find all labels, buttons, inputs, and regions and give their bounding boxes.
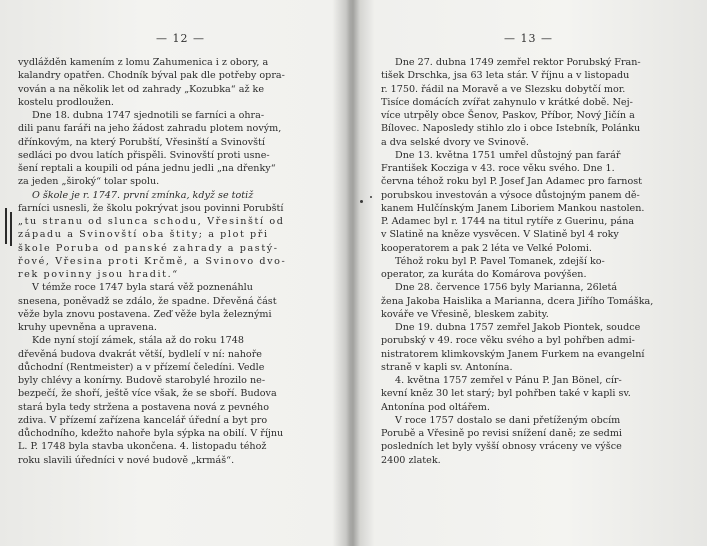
text-line: kruhy upevněna a upravena. bbox=[18, 322, 157, 333]
text-line: rek povinny jsou hradit.“ bbox=[18, 269, 179, 280]
text-line: Dne 18. dubna 1747 sjednotili se farníci a ohra- bbox=[32, 110, 265, 121]
text-line: roku slavili úředníci v nové budově „krmáš“. bbox=[18, 454, 235, 466]
text-line: Antonína pod oltářem. bbox=[381, 401, 490, 413]
text-line: sedláci po dvou latích přispěli. Svinovští proti usne- bbox=[18, 149, 270, 161]
text-line: důchodní (Rentmeister) a v přízemí čeledíni. Vedle bbox=[18, 361, 265, 373]
text-line: června téhož roku byl P. Josef Jan Adamec pro farnost bbox=[381, 176, 643, 188]
text-line: Porubě a Vřesině po revisi snížení daně; ze sedmi bbox=[381, 428, 622, 439]
pencil-mark-2 bbox=[10, 212, 12, 246]
text-line: Kde nyní stojí zámek, stála až do roku 1748 bbox=[32, 335, 244, 347]
text-line: V témže roce 1747 byla stará věž poznenáhlu bbox=[32, 282, 253, 294]
text-line: V roce 1757 dostalo se dani přetíženým obcím bbox=[395, 414, 621, 426]
text-line: žena Jakoba Haislika a Marianna, dcera Jiřího Tomáška, bbox=[381, 295, 654, 307]
text-line: Dne 28. července 1756 byly Marianna, 26letá bbox=[395, 282, 618, 294]
text-line: snesena, poněvadž se zdálo, že spadne. Dřevěná část bbox=[18, 295, 277, 307]
text-line: Dne 19. dubna 1757 zemřel Jakob Piontek, soudce bbox=[395, 322, 641, 333]
text-line: porubskou investován a výsoce důstojným panem dě- bbox=[381, 189, 640, 201]
text-line: řové, Vřesina proti Krčmě, a Svinovo dvo- bbox=[18, 255, 287, 267]
right-text-column bbox=[381, 56, 683, 467]
text-line: důchodního, kdežto nahoře byla sýpka na obilí. V říjnu bbox=[18, 428, 284, 439]
margin-pencil-marks bbox=[2, 208, 16, 248]
text-line: straně v kapli sv. Antonína. bbox=[381, 361, 513, 373]
scan-speck bbox=[370, 196, 372, 198]
text-line: O škole je r. 1747. první zmínka, když se totiž bbox=[32, 189, 254, 201]
text-line: šení reptali a koupili od pána jednu jedli „na dřenky“ bbox=[18, 163, 276, 174]
text-line: Tisíce domácích zvířat zahynulo v krátké době. Nej- bbox=[381, 96, 633, 108]
text-line: dřevěná budova dvakrát větší, bydlelí v ní: nahoře bbox=[18, 348, 262, 360]
text-line: více utrpěly obce Šenov, Paskov, Příbor, Nový Jičín a bbox=[381, 110, 635, 121]
text-line: kostelu prodloužen. bbox=[18, 96, 114, 108]
text-line: stará byla tedy stržena a postavena nová z pevného bbox=[18, 401, 269, 413]
text-line: tišek Drschka, jsa 63 leta stár. V říjnu a v listopadu bbox=[381, 70, 630, 82]
scan-speck bbox=[360, 200, 363, 203]
text-line: kováře ve Vřesině, bleskem zabity. bbox=[381, 308, 549, 320]
text-line: L. P. 1748 byla stavba ukončena. 4. listopadu téhož bbox=[18, 441, 267, 453]
text-line: věže byla znovu postavena. Zeď věže byla železnými bbox=[18, 308, 272, 320]
text-line: porubský v 49. roce věku svého a byl pohřben admi- bbox=[381, 335, 635, 347]
text-line: kevní kněz 30 let starý; byl pohřben také v kapli sv. bbox=[381, 388, 631, 400]
text-line: vydlážděn kamením z lomu Zahumenica i z obory, a bbox=[18, 57, 269, 68]
text-line: Dne 27. dubna 1749 zemřel rektor Porubský Fran- bbox=[395, 57, 641, 68]
text-line: 2400 zlatek. bbox=[381, 454, 441, 466]
text-line: vován a na několik let od zahrady „Kozubka“ až ke bbox=[18, 83, 265, 95]
text-line: a dva selské dvory ve Svinově. bbox=[381, 136, 529, 148]
text-line: farníci usnesli, že školu pokrývat jsou povinni Porubští bbox=[18, 202, 284, 214]
text-line: byly chlévy a konírny. Budově starobylé hrozilo ne- bbox=[18, 375, 266, 386]
text-line: r. 1750. řádil na Moravě a ve Slezsku dobytčí mor. bbox=[381, 83, 626, 95]
text-line: zdiva. V přízemí zařízena kancelář úřední a byt pro bbox=[18, 414, 268, 426]
text-line: kalandry opatřen. Chodník býval pak dle potřeby opra- bbox=[18, 70, 285, 82]
text-line: kooperatorem a pak 2 léta ve Velké Polomi. bbox=[381, 242, 592, 254]
page-number-right: — 13 — bbox=[504, 32, 553, 45]
right-page bbox=[358, 0, 707, 546]
text-line: v Slatině na kněze vysvěcen. V Slatině byl 4 roky bbox=[381, 229, 619, 241]
text-line: bezpečí, že shoří, ještě více však, že se sboří. Budova bbox=[18, 388, 277, 400]
text-line: Téhož roku byl P. Pavel Tomanek, zdejší ko- bbox=[395, 255, 605, 267]
text-line: kanem Hulčínským Janem Liboriem Mankou nastolen. bbox=[381, 202, 645, 214]
text-line: za jeden „široký“ tolar spolu. bbox=[18, 176, 160, 188]
text-line: dili panu faráři na jeho žádost zahradu plotem novým, bbox=[18, 123, 282, 135]
text-line: nistratorem klimkovským Janem Furkem na evangelní bbox=[381, 348, 645, 360]
text-line: operator, za kuráta do Komárova povýšen. bbox=[381, 269, 587, 280]
text-line: Bílovec. Naposledy stihlo zlo i obce Istebník, Polánku bbox=[381, 123, 641, 135]
text-line: škole Poruba od panské zahrady a pastý- bbox=[18, 242, 279, 254]
pencil-mark-1 bbox=[5, 208, 7, 244]
text-line: Dne 13. května 1751 umřel důstojný pan farář bbox=[395, 149, 621, 161]
left-page bbox=[0, 0, 348, 546]
text-line: západu a Svinovští oba štity; a plot při bbox=[18, 229, 269, 241]
page-number-left: — 12 — bbox=[156, 32, 205, 45]
text-line: „tu stranu od slunca schodu, Vřesinští od bbox=[18, 216, 285, 227]
text-line: 4. května 1757 zemřel v Pánu P. Jan Bönel, cír- bbox=[395, 375, 622, 386]
left-text-column bbox=[18, 56, 318, 467]
text-line: František Kocziga v 43. roce věku svého. Dne 1. bbox=[381, 163, 615, 174]
text-line: P. Adamec byl r. 1744 na titul rytíře z Guerinu, pána bbox=[381, 216, 635, 227]
text-line: dřínkovým, na který Porubští, Vřesinští a Svinovští bbox=[18, 136, 265, 148]
text-line: posledních let byly vyšší obnosy vráceny ve výšce bbox=[381, 441, 622, 453]
